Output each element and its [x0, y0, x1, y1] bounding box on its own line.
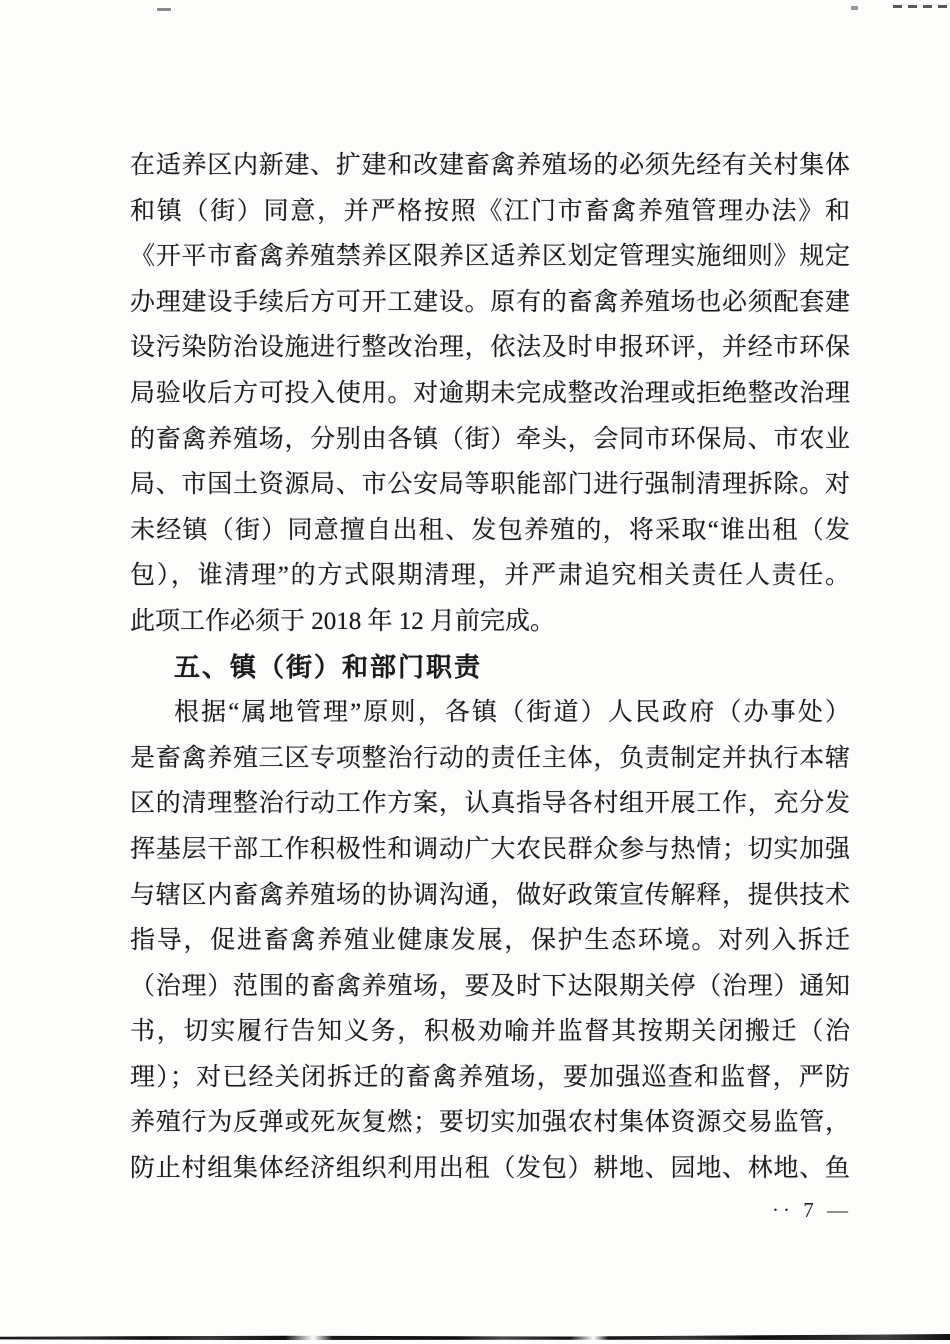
scan-artifact-top-right-dashes [893, 5, 950, 8]
paragraph-line: 理）；对已经关闭拆迁的畜禽养殖场，要加强巡查和监督，严防 [130, 1063, 850, 1091]
body-text [130, 143, 850, 1192]
paragraph-line: 在适养区内新建、扩建和改建畜禽养殖场的必须先经有关村集体 [130, 152, 850, 179]
scan-artifact-top-left [157, 8, 171, 11]
paragraph-line: 区的清理整治行动工作方案，认真指导各村组开展工作，充分发 [130, 790, 850, 818]
paragraph-line: 与辖区内畜禽养殖场的协调沟通，做好政策宣传解释，提供技术 [130, 881, 850, 909]
paragraph-line: 包），谁清理”的方式限期清理，并严肃追究相关责任人责任。 [130, 562, 850, 590]
scan-artifact-top-right-dot [851, 6, 858, 10]
paragraph-line: 和镇（街）同意，并严格按照《江门市畜禽养殖管理办法》和 [130, 197, 850, 225]
paragraph-line: 未经镇（街）同意擅自出租、发包养殖的，将采取“谁出租（发 [130, 516, 850, 544]
section-heading: 五、镇（街）和部门职责 [174, 651, 483, 682]
paragraph-line: 书，切实履行告知义务，积极劝喻并监督其按期关闭搬迁（治 [130, 1018, 850, 1046]
paragraph-line: 局验收后方可投入使用。对逾期未完成整改治理或拒绝整改治理 [130, 379, 850, 407]
paragraph-line: 《开平市畜禽养殖禁养区限养区适养区划定管理实施细则》规定 [130, 243, 850, 271]
paragraph-line: （治理）范围的畜禽养殖场，要及时下达限期关停（治理）通知 [130, 972, 850, 1000]
paragraph-line: 挥基层干部工作积极性和调动广大农民群众参与热情；切实加强 [130, 835, 850, 863]
paragraph-line: 的畜禽养殖场，分别由各镇（街）牵头，会同市环保局、市农业 [130, 425, 850, 453]
scan-artifact-bottom-edge [0, 1334, 950, 1340]
paragraph-line: 养殖行为反弹或死灰复燃；要切实加强农村集体资源交易监管， [130, 1109, 850, 1137]
paragraph-line: 此项工作必须于 2018 年 12 月前完成。 [130, 607, 556, 635]
paragraph-line: 指导，促进畜禽养殖业健康发展，保护生态环境。对列入拆迁 [130, 927, 850, 955]
page-number: ·· 7 — [772, 1198, 852, 1222]
paragraph-line: 防止村组集体经济组织利用出租（发包）耕地、园地、林地、鱼 [130, 1155, 850, 1183]
paragraph-line: 办理建设手续后方可开工建设。原有的畜禽养殖场也必须配套建 [130, 288, 850, 316]
paragraph-line: 是畜禽养殖三区专项整治行动的责任主体，负责制定并执行本辖 [130, 744, 850, 772]
paragraph-line: 根据“属地管理”原则，各镇（街道）人民政府（办事处） [174, 699, 850, 727]
paragraph-line: 局、市国土资源局、市公安局等职能部门进行强制清理拆除。对 [130, 471, 850, 499]
paragraph-line: 设污染防治设施进行整改治理，依法及时申报环评，并经市环保 [130, 334, 850, 362]
